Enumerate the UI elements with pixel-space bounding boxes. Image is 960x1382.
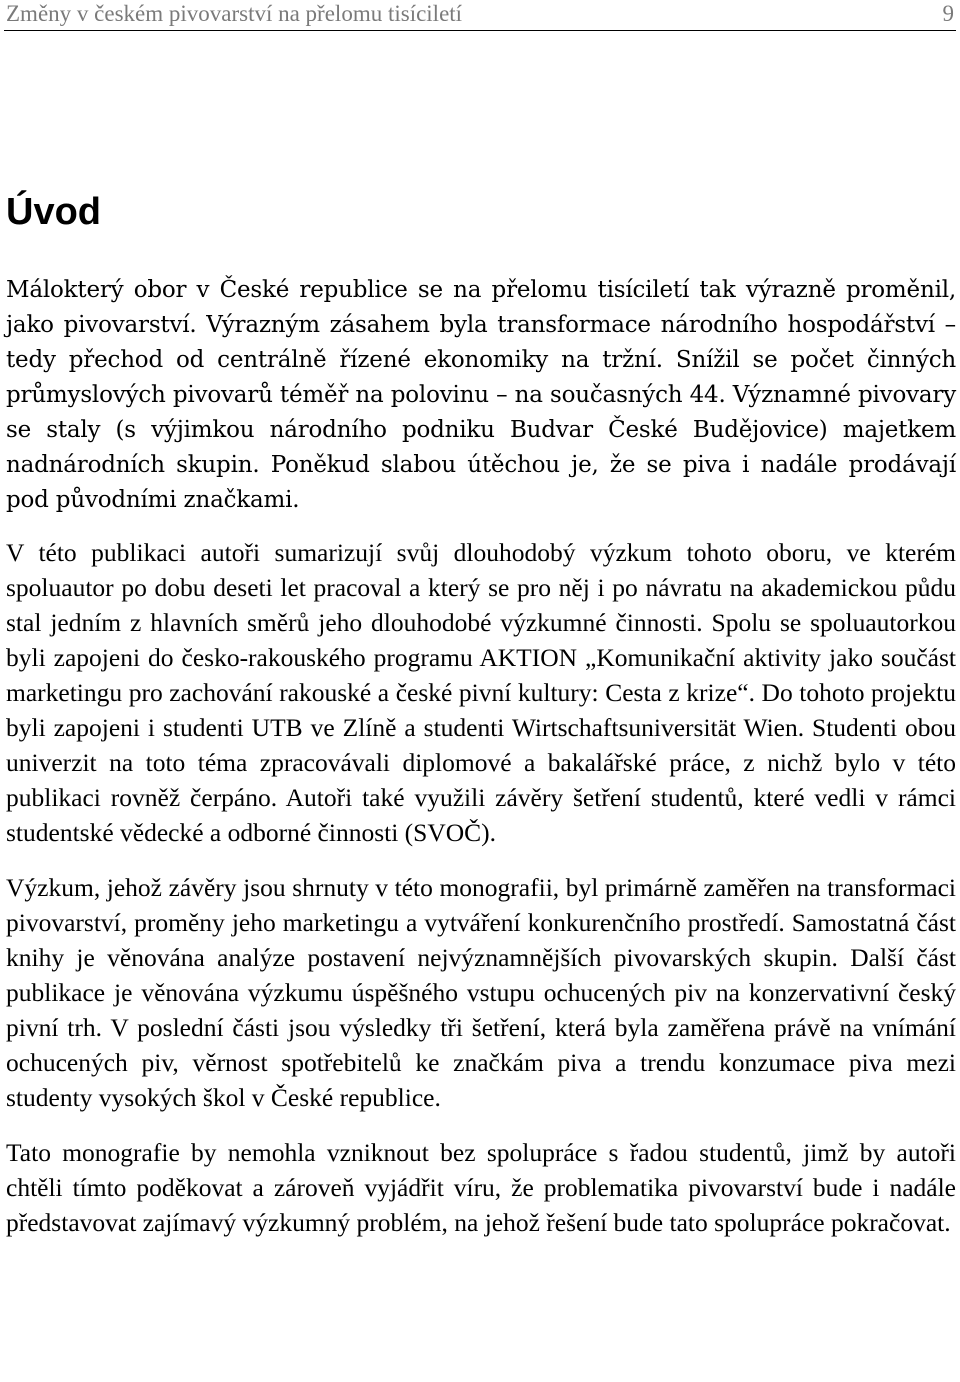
paragraph-1: Málokterý obor v České republice se na přelomu tisíciletí tak výrazně proměnil, jako pivovarství. Výrazným zásahem byla transformace národního hospodářství – tedy přechod od centrálně řízené ekonomiky na tržní. Snížil se počet činných průmyslových pivovarů téměř na polovinu – na současných 44. Významné pivovary se staly (s výjimkou národního podniku Budvar České Budějovice) majetkem nadnárodních skupin. Poněkud slabou útěchou je, že se piva i nadále prodávají pod původními značkami.	[6, 277, 956, 513]
running-header	[4, 0, 956, 31]
body-text	[6, 273, 956, 1240]
paragraph-4: Tato monografie by nemohla vzniknout bez spolupráce s řadou studentů, jimž by autoři chtěli tímto poděkovat a zároveň vyjádřit víru, že problematika pivovarství bude i nadále představovat zajímavý výzkumný problém, na jehož řešení bude tato spolupráce pokračovat.	[6, 1138, 956, 1237]
page-number: 9	[942, 1, 954, 26]
paragraph-2: V této publikaci autoři sumarizují svůj dlouhodobý výzkum tohoto oboru, ve kterém spoluautor po dobu deseti let pracoval a který se pro něj i po návratu na akademickou půdu stal jedním z hlavních směrů jeho dlouhodobé výzkumné činnosti. Spolu se spoluautorkou byli zapojeni do česko-rakouského programu AKTION „Komunikační aktivity jako součást marketingu pro zachování rakouské a české pivní kultury: Cesta z krize“. Do tohoto projektu byli zapojeni i studenti UTB ve Zlíně a studenti Wirtschaftsuniversität Wien. Studenti obou univerzit na toto téma zpracovávali diplomové a bakalářské práce, z nichž bylo v této publikaci rovněž čerpáno. Autoři také využili závěry šetření studentů, které vedli v rámci studentské vědecké a odborné činnosti (SVOČ).	[6, 538, 956, 847]
paragraph-3: Výzkum, jehož závěry jsou shrnuty v této monografii, byl primárně zaměřen na transformaci pivovarství, proměny jeho marketingu a vytváření konkurenčního prostředí. Samostatná část knihy je věnována analýze postavení nejvýznamnějších pivovarských skupin. Další část publikace je věnována výzkumu úspěšného vstupu ochucených piv na konzervativní český pivní trh. V poslední části jsou výsledky tři šetření, která byla zaměřena právě na vnímání ochucených piv, věrnost spotřebitelů ke značkám piva a trendu konzumace piva mezi studenty vysokých škol v České republice.	[6, 873, 956, 1112]
header-title: Změny v českém pivovarství na přelomu tisíciletí	[6, 1, 463, 26]
chapter-title: Úvod	[6, 191, 101, 233]
